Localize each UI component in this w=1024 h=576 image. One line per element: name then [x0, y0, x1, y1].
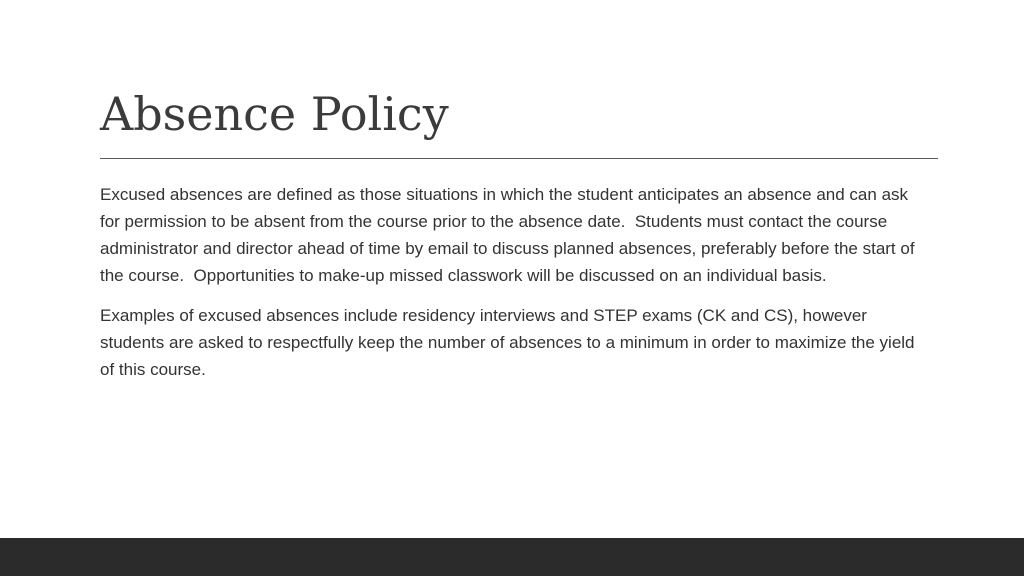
- paragraph-excused-definition: Excused absences are defined as those situations in which the student anticipates an absence and can ask for permission to be absent from the course prior to the absence date. Students must contact the course administrator and director ahead of time by email to discuss planned absences, preferably before the start of the course. Opportunities to make-up missed classwork will be discussed on an individual basis.: [100, 185, 920, 285]
- slide-body: [100, 181, 926, 396]
- title-divider: [100, 158, 938, 159]
- footer-bar: [0, 538, 1024, 576]
- slide-title: Absence Policy: [100, 87, 449, 141]
- paragraph-excused-examples: Examples of excused absences include residency interviews and STEP exams (CK and CS), however students are asked to respectfully keep the number of absences to a minimum in order to maximize the yield of this course.: [100, 306, 920, 379]
